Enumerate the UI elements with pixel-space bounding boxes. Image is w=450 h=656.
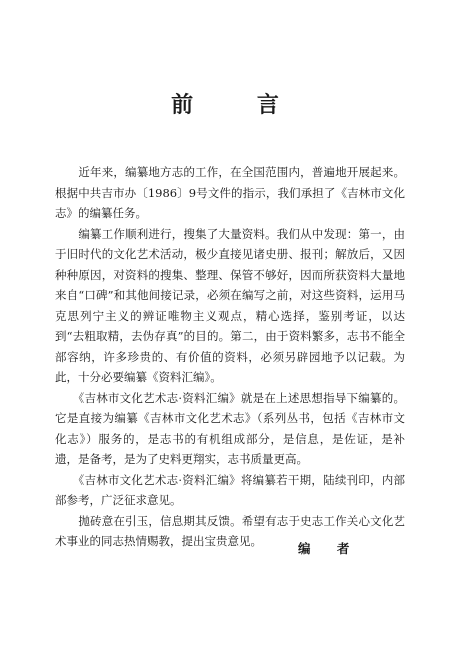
paragraph-3: 《吉林市文化艺术志·资料汇编》就是在上述思想指导下编纂的。它是直接为编纂《吉林市文化艺术志》（系列丛书，包括《吉林市文化志》）服务的，是志书的有机组成部分，是信息，是佐证，是补遗，是备考，是为了史料更翔实，志书质量更高。: [55, 390, 405, 466]
paragraph-2: 编纂工作顺利进行，搜集了大量资料。我们从中发现：第一，由于旧时代的文化艺术活动，极少直接见诸史册、报刊；解放后，又因种种原因，对资料的搜集、整理、保管不够好，因而所获资料大量地来自“口碑”和其他间接记录，必须在编写之前，对这些资料，运用马克思列宁主义的辨证唯物主义观点，精心选择，鉴别考证，以达到“去粗取精，去伪存真”的目的。第二，由于资料繁多，志书不能全部容纳，许多珍贵的、有价值的资料，必须另辟园地予以记载。为此，十分必要编纂《资料汇编》。: [55, 226, 405, 384]
page-title: 前 言: [171, 92, 307, 118]
paragraph-5: 抛砖意在引玉，信息期其反馈。希望有志于史志工作关心文化艺术事业的同志热情赐教，提出宝贵意见。: [55, 513, 405, 548]
preface-body: [55, 162, 405, 552]
paragraph-4: 《吉林市文化艺术志·资料汇编》将编纂若干期，陆续刊印，内部部参考，广泛征求意见。: [55, 472, 405, 507]
paragraph-1: 近年来，编纂地方志的工作，在全国范围内，普遍地开展起来。根据中共吉市办〔1986〕9号文件的指示，我们承担了《吉林市文化志》的编纂任务。: [55, 165, 405, 220]
author-signature: 编 者: [298, 541, 361, 556]
